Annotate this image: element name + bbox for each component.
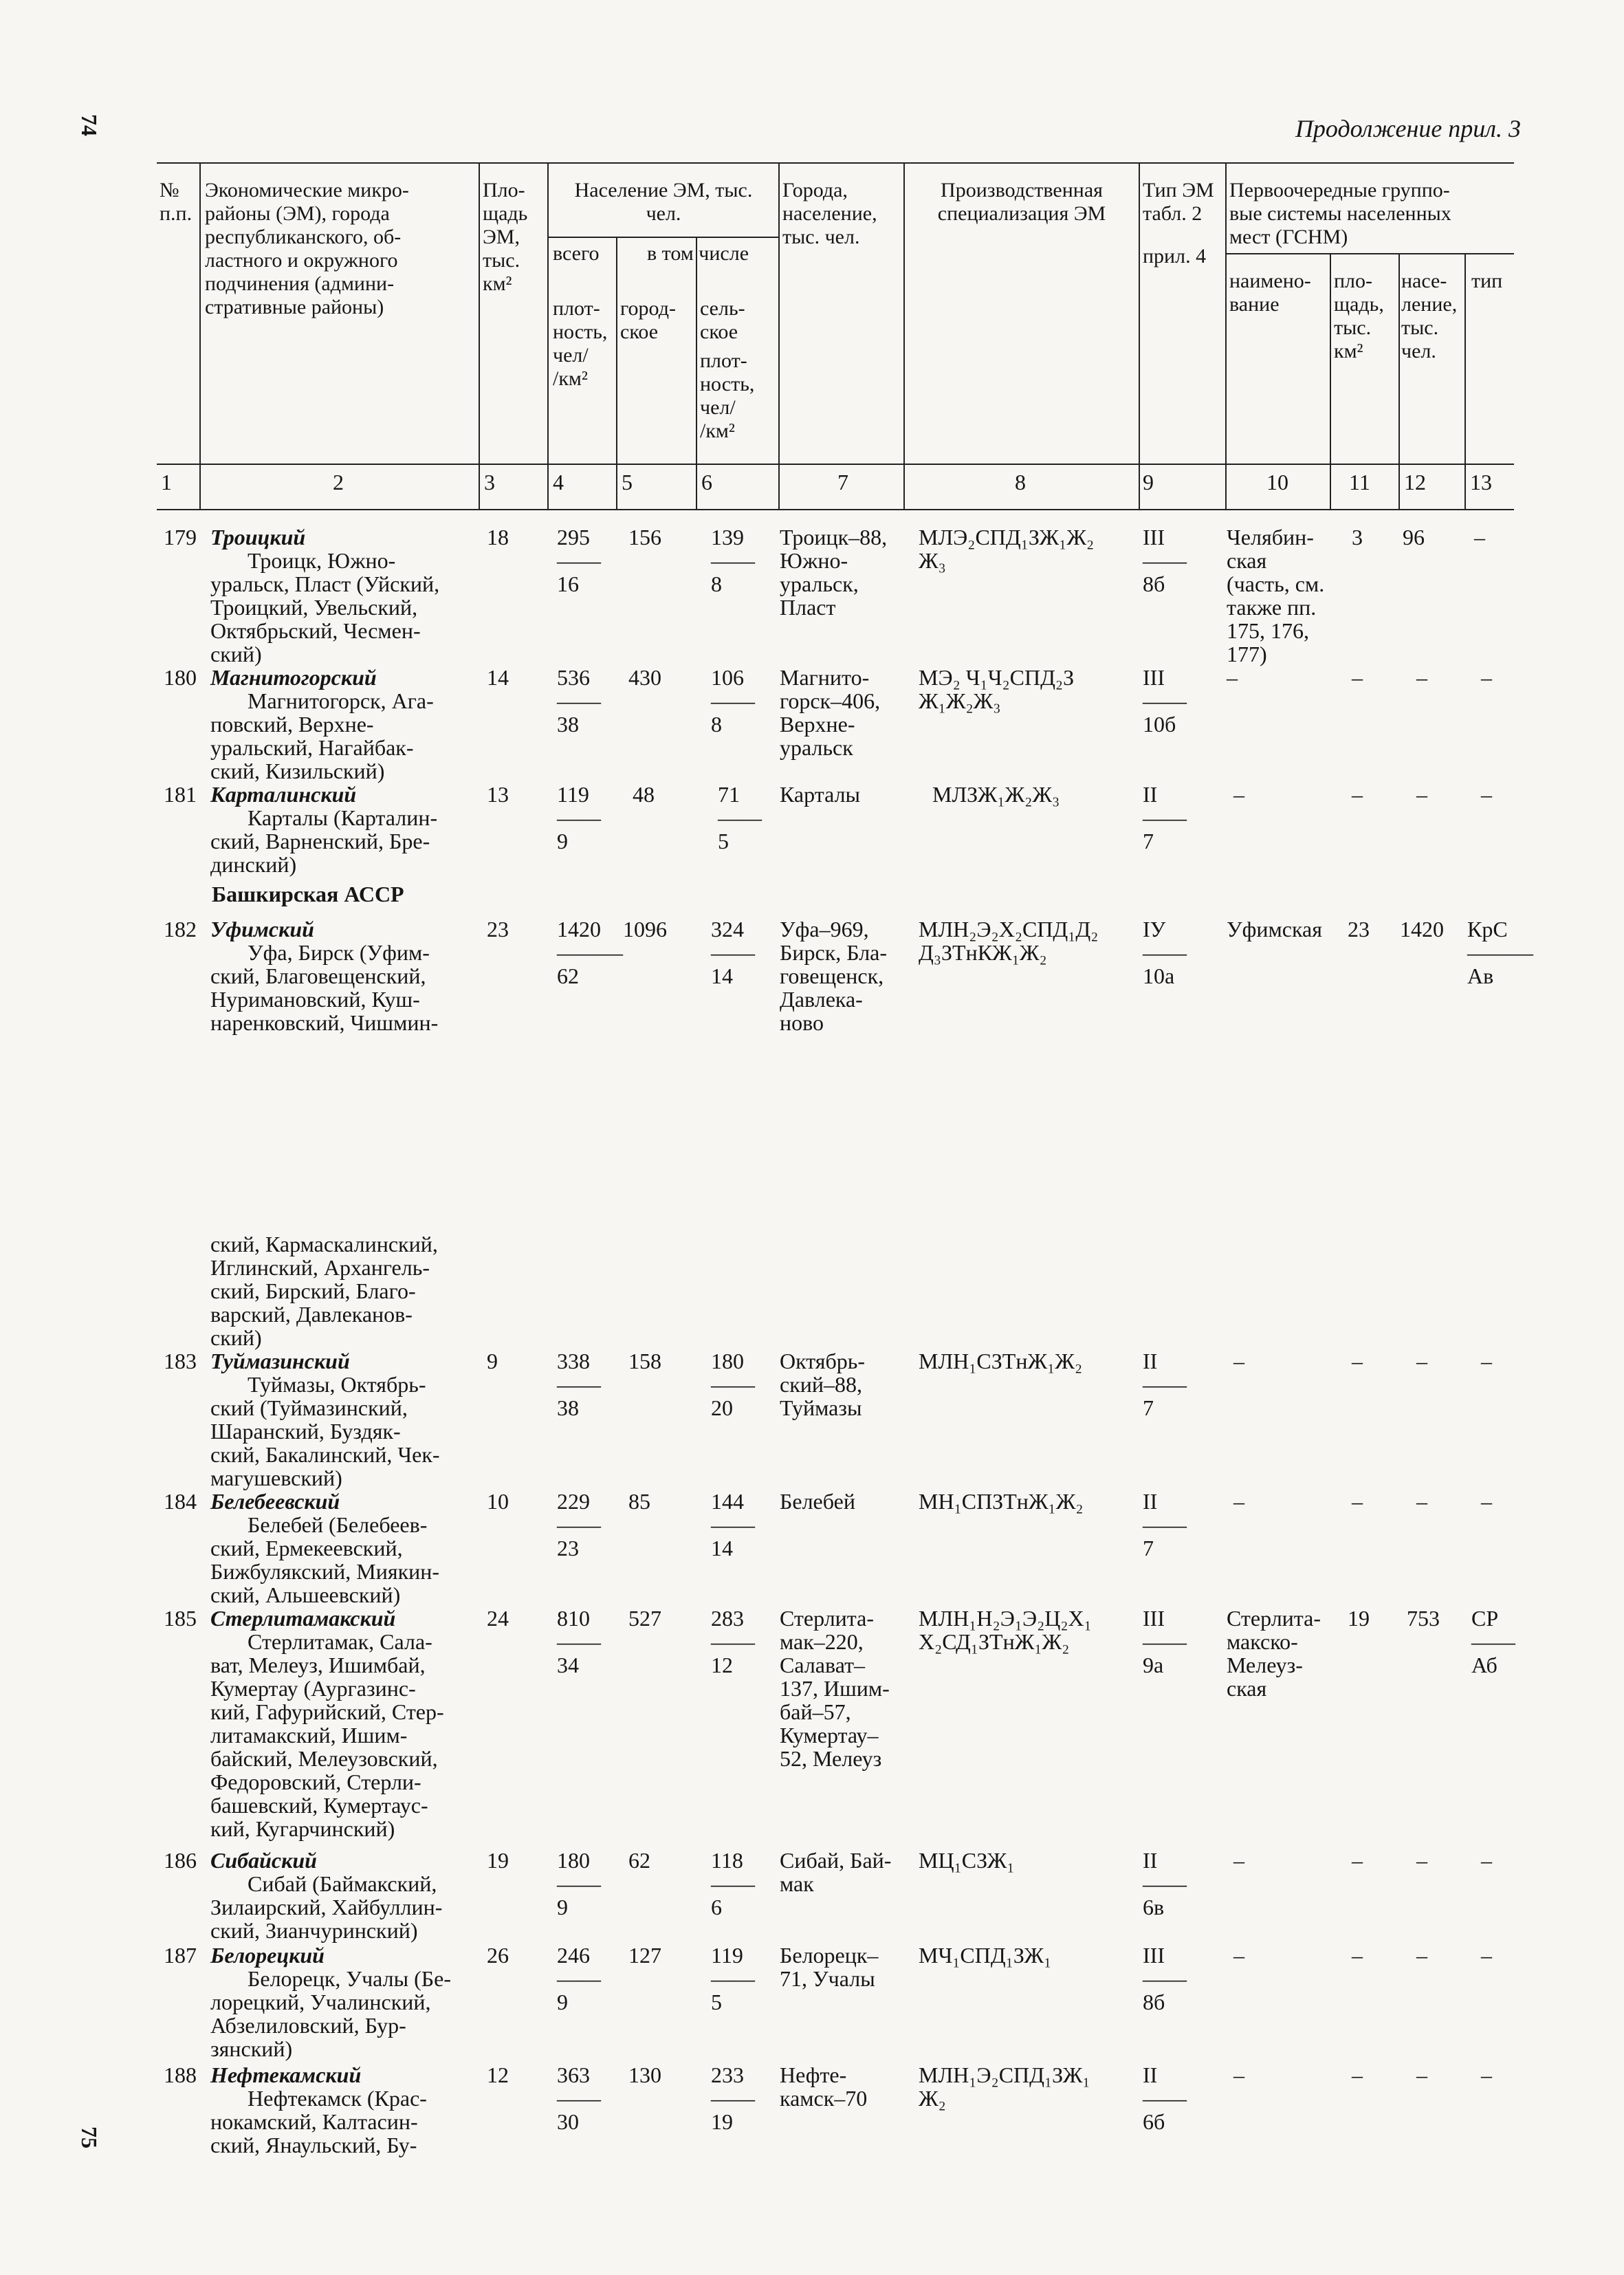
row-cities: Уфа–969, Бирск, Бла- говещенск, Давлека- ново [780,917,888,1035]
row-gsnm-type: СР —— Аб [1471,1606,1515,1677]
row-rural: 144 —— 14 [711,1489,755,1560]
row-district-desc: Уфа, Бирск (Уфим- ский, Благовещенский, Нуримановский, Куш- наренковский, Чишмин- [210,940,439,1035]
row-rural: 324 —— 14 [711,917,755,988]
colnum: 8 [1015,470,1026,494]
row-district-name: Магнитогорский [210,665,377,690]
row-type: III —— 8б [1143,525,1187,596]
row-specialization: МЧ₁СПД₁ЗЖ₁ [919,1943,1052,1968]
row-district-name: Сибайский [210,1848,317,1873]
header-col-districts: Экономические микро- районы (ЭМ), города республиканского, об- ластного и окружного подчинения (админи- стративные районы) [205,179,409,318]
row-gsnm-area: – [1352,1489,1363,1514]
row-gsnm-pop: – [1416,1943,1427,1968]
colnum: 5 [622,470,633,494]
row-gsnm-type: – [1481,1489,1492,1514]
header-col-cities: Города, население, тыс. чел. [782,179,877,248]
row-urban: 158 [628,1349,661,1373]
row-district-desc: Туймазы, Октябрь- ский (Туймазинский, Шаранский, Буздяк- ский, Бакалинский, Чек- магушевский) [210,1372,440,1490]
row-gsnm-pop: – [1416,2062,1427,2087]
row-cities: Карталы [780,782,861,807]
row-district-desc: Белорецк, Учалы (Бе- лорецкий, Учалинский, Абзелиловский, Бур- зянский) [210,1966,452,2061]
row-cities: Белебей [780,1489,855,1514]
row-gsnm-area: – [1352,782,1363,807]
row-gsnm-name: Стерлита- макско- Мелеуз- ская [1227,1606,1321,1701]
row-gsnm-type: – [1481,1349,1492,1373]
row-cities: Сибай, Бай- мак [780,1848,892,1896]
row-district-name: Белорецкий [210,1943,325,1968]
row-gsnm-area: 3 [1352,525,1363,549]
row-district-name: Туймазинский [210,1349,350,1373]
header-sub-rural: сель- ское [700,297,745,343]
row-gsnm-name: – [1233,782,1244,807]
page-number-top: 74 [77,114,102,136]
row-rural: 119 —— 5 [711,1943,755,2014]
row-gsnm-pop: – [1416,1489,1427,1514]
row-gsnm-name: – [1233,1848,1244,1873]
row-district-name: Нефтекамский [210,2062,362,2087]
row-area: 14 [487,665,509,690]
row-rural: 71 —— 5 [718,782,762,853]
row-urban: 1096 [623,917,667,941]
row-total: 119 —— 9 [557,782,601,853]
row-district-desc: Сибай (Баймакский, Зилаирский, Хайбуллин- ский, Зианчуринский) [210,1871,443,1943]
row-number: 181 [164,782,197,807]
colnum: 2 [333,470,344,494]
row-district-name: Троицкий [210,525,306,549]
page-number-bottom: 75 [77,2126,102,2148]
row-gsnm-type: – [1481,1848,1492,1873]
row-specialization: МЛН₁Н₂Э₁Э₂Ц₂Х₁ Х₂СД₁ЗТнЖ₁Ж₂ [919,1606,1092,1654]
row-cities: Магнито- горск–406, Верхне- уральск [780,665,881,760]
row-rural: 233 —— 19 [711,2062,755,2134]
header-col-appendix4: прил. 4 [1143,245,1207,268]
row-rural: 118 —— 6 [711,1848,755,1919]
row-specialization: МЛН₁СЗТнЖ₁Ж₂ [919,1349,1083,1373]
row-gsnm-area: 19 [1348,1606,1370,1631]
row-specialization: МЛН₂Э₂Х₂СПД₁Д₂ Д₃ЗТнКЖ₁Ж₂ [919,917,1099,965]
row-district-desc: Нефтекамск (Крас- нокамский, Калтасин- ский, Янаульский, Бу- [210,2086,427,2157]
row-gsnm-area: – [1352,1349,1363,1373]
table-header [157,162,1514,510]
row-gsnm-area: – [1352,2062,1363,2087]
row-gsnm-area: – [1352,1848,1363,1873]
row-urban: 430 [628,665,661,690]
header-sub-including: в том числе [646,242,749,265]
header-sub-density: плот- ность, чел/ /км² [553,297,608,390]
row-gsnm-pop: – [1416,782,1427,807]
row-number: 186 [164,1848,197,1873]
row-district-desc: Троицк, Южно- уральск, Пласт (Уйский, Троицкий, Увельский, Октябрьский, Чесмен- ский) [210,548,440,666]
header-col-type: Тип ЭМ табл. 2 [1143,179,1214,225]
row-gsnm-area: – [1352,1943,1363,1968]
row-rural: 106 —— 8 [711,665,755,737]
row-cities: Нефте- камск–70 [780,2062,868,2111]
continuation-title: Продолжение прил. 3 [1295,115,1521,142]
header-col-gsnm: Первоочередные группо- вые системы населенных мест (ГСНМ) [1229,179,1451,248]
header-sub-total: всего [553,242,600,265]
row-number: 182 [164,917,197,941]
row-total: 180 —— 9 [557,1848,601,1919]
row-gsnm-type: – [1481,665,1492,690]
row-area: 26 [487,1943,509,1968]
row-area: 19 [487,1848,509,1873]
row-urban: 62 [628,1848,650,1873]
row-urban: 48 [633,782,655,807]
header-sub-rural-density: плот- ность, чел/ /км² [700,349,755,442]
row-urban: 130 [628,2062,661,2087]
row-area: 9 [487,1349,498,1373]
row-number: 184 [164,1489,197,1514]
row-district-name: Уфимский [210,917,314,941]
row-type: II —— 7 [1143,1489,1187,1560]
row-number: 179 [164,525,197,549]
row-gsnm-name: Челябин- ская (часть, см. также пп. 175, 176, 177) [1227,525,1325,666]
row-urban: 527 [628,1606,661,1631]
row-cities: Троицк–88, Южно- уральск, Пласт [780,525,888,620]
row-specialization: МЭ₂ Ч₁Ч₂СПД₂З Ж₁Ж₂Ж₃ [919,665,1075,713]
row-area: 10 [487,1489,509,1514]
colnum: 3 [484,470,495,494]
row-gsnm-type: – [1481,782,1492,807]
colnum: 9 [1143,470,1154,494]
row-district-desc: Карталы (Карталин- ский, Варненский, Бре- динский) [210,805,438,877]
row-rural: 139 —— 8 [711,525,755,596]
header-col-specialization: Производственная специализация ЭМ [937,179,1106,225]
header-sub-garea: пло- щадь, тыс. км² [1334,270,1384,362]
colnum: 10 [1266,470,1288,494]
row-rural: 180 —— 20 [711,1349,755,1420]
colnum: 6 [701,470,712,494]
row-gsnm-name: – [1233,2062,1244,2087]
row-gsnm-name: – [1233,1349,1244,1373]
colnum: 12 [1404,470,1426,494]
row-type: II —— 6б [1143,2062,1187,2134]
row-gsnm-name: Уфимская [1227,917,1322,941]
row-number: 185 [164,1606,197,1631]
row-district-desc: Белебей (Белебеев- ский, Ермекеевский, Бижбулякский, Миякин- ский, Альшеевский) [210,1512,440,1607]
row-gsnm-type: – [1481,1943,1492,1968]
row-urban: 85 [628,1489,650,1514]
row-total: 536 —— 38 [557,665,601,737]
header-sub-gname: наимено- вание [1229,270,1311,316]
row-type: III —— 10б [1143,665,1187,737]
row-specialization: МН₁СПЗТнЖ₁Ж₂ [919,1489,1084,1514]
header-sub-urban: город- ское [620,297,676,343]
row-type: III —— 9а [1143,1606,1187,1677]
row-number: 187 [164,1943,197,1968]
row-type: III —— 8б [1143,1943,1187,2014]
row-specialization: МЦ₁СЗЖ₁ [919,1848,1015,1873]
row-area: 24 [487,1606,509,1631]
row-district-desc: Стерлитамак, Сала- ват, Мелеуз, Ишимбай, Кумертау (Аургазинс- кий, Гафурийский, Стер- литамакский, Ишим- байский, Мелеузовский, Федоровский, Стерли- башевский, Кумертаус- кий, Кугарчинский) [210,1629,444,1841]
row-gsnm-pop: 753 [1407,1606,1440,1631]
header-col-area: Пло- щадь ЭМ, тыс. км² [483,179,528,295]
row-total: 1420 ——— 62 [557,917,623,988]
row-number: 183 [164,1349,197,1373]
row-gsnm-pop: – [1416,1349,1427,1373]
header-sub-gtype: тип [1471,270,1503,292]
row-cities: Стерлита- мак–220, Салават– 137, Ишим- бай–57, Кумертау– 52, Мелеуз [780,1606,890,1771]
row-gsnm-pop: – [1416,665,1427,690]
row-gsnm-type: КрС ——— Ав [1467,917,1533,988]
header-col-number: № п.п. [160,179,193,225]
row-specialization: МЛН₁Э₂СПД₁ЗЖ₁ Ж₂ [919,2062,1090,2111]
colnum: 13 [1470,470,1492,494]
row-rural: 283 —— 12 [711,1606,755,1677]
row-cities: Октябрь- ский–88, Туймазы [780,1349,866,1420]
row-specialization: МЛЗЖ₁Ж₂Ж₃ [932,782,1060,807]
row-total: 246 —— 9 [557,1943,601,2014]
row-cities: Белорецк– 71, Учалы [780,1943,879,1991]
row-total: 363 —— 30 [557,2062,601,2134]
row-gsnm-area: 23 [1348,917,1370,941]
row-gsnm-name: – [1233,1943,1244,1968]
row-gsnm-type: – [1481,2062,1492,2087]
row-number: 188 [164,2062,197,2087]
row-specialization: МЛЭ₂СПД₁ЗЖ₁Ж₂ Ж₃ [919,525,1095,573]
row-gsnm-name: – [1227,665,1238,690]
row-district-name: Белебеевский [210,1489,340,1514]
row-district-name: Карталинский [210,782,357,807]
row-area: 18 [487,525,509,549]
row-type: IУ —— 10а [1143,917,1187,988]
row-gsnm-type: – [1474,525,1485,549]
colnum: 7 [837,470,848,494]
section-heading: Башкирская АССР [212,882,404,906]
colnum: 11 [1349,470,1370,494]
row-area: 23 [487,917,509,941]
row-total: 810 —— 34 [557,1606,601,1677]
row-type: II —— 7 [1143,782,1187,853]
row-total: 229 —— 23 [557,1489,601,1560]
row-district-name: Стерлитамакский [210,1606,396,1631]
row-area: 13 [487,782,509,807]
row-gsnm-area: – [1352,665,1363,690]
row-urban: 156 [628,525,661,549]
colnum: 1 [161,470,172,494]
row-gsnm-pop: – [1416,1848,1427,1873]
header-sub-gpop: насе- ление, тыс. чел. [1401,270,1458,362]
row-urban: 127 [628,1943,661,1968]
row-district-desc: Магнитогорск, Ага- повский, Верхне- уральский, Нагайбак- ский, Кизильский) [210,688,434,783]
row-number: 180 [164,665,197,690]
row-gsnm-pop: 96 [1403,525,1425,549]
row-type: II —— 6в [1143,1848,1187,1919]
row-total: 295 —— 16 [557,525,601,596]
row-area: 12 [487,2062,509,2087]
row-type: II —— 7 [1143,1349,1187,1420]
colnum: 4 [553,470,564,494]
row-total: 338 —— 38 [557,1349,601,1420]
row-gsnm-name: – [1233,1489,1244,1514]
header-col-population: Население ЭМ, тыс. чел. [574,179,753,225]
row-district-desc: ский, Кармаскалинский, Иглинский, Архангель- ский, Бирский, Благо- варский, Давлеканов- ский) [210,1232,438,1350]
row-gsnm-pop: 1420 [1400,917,1444,941]
